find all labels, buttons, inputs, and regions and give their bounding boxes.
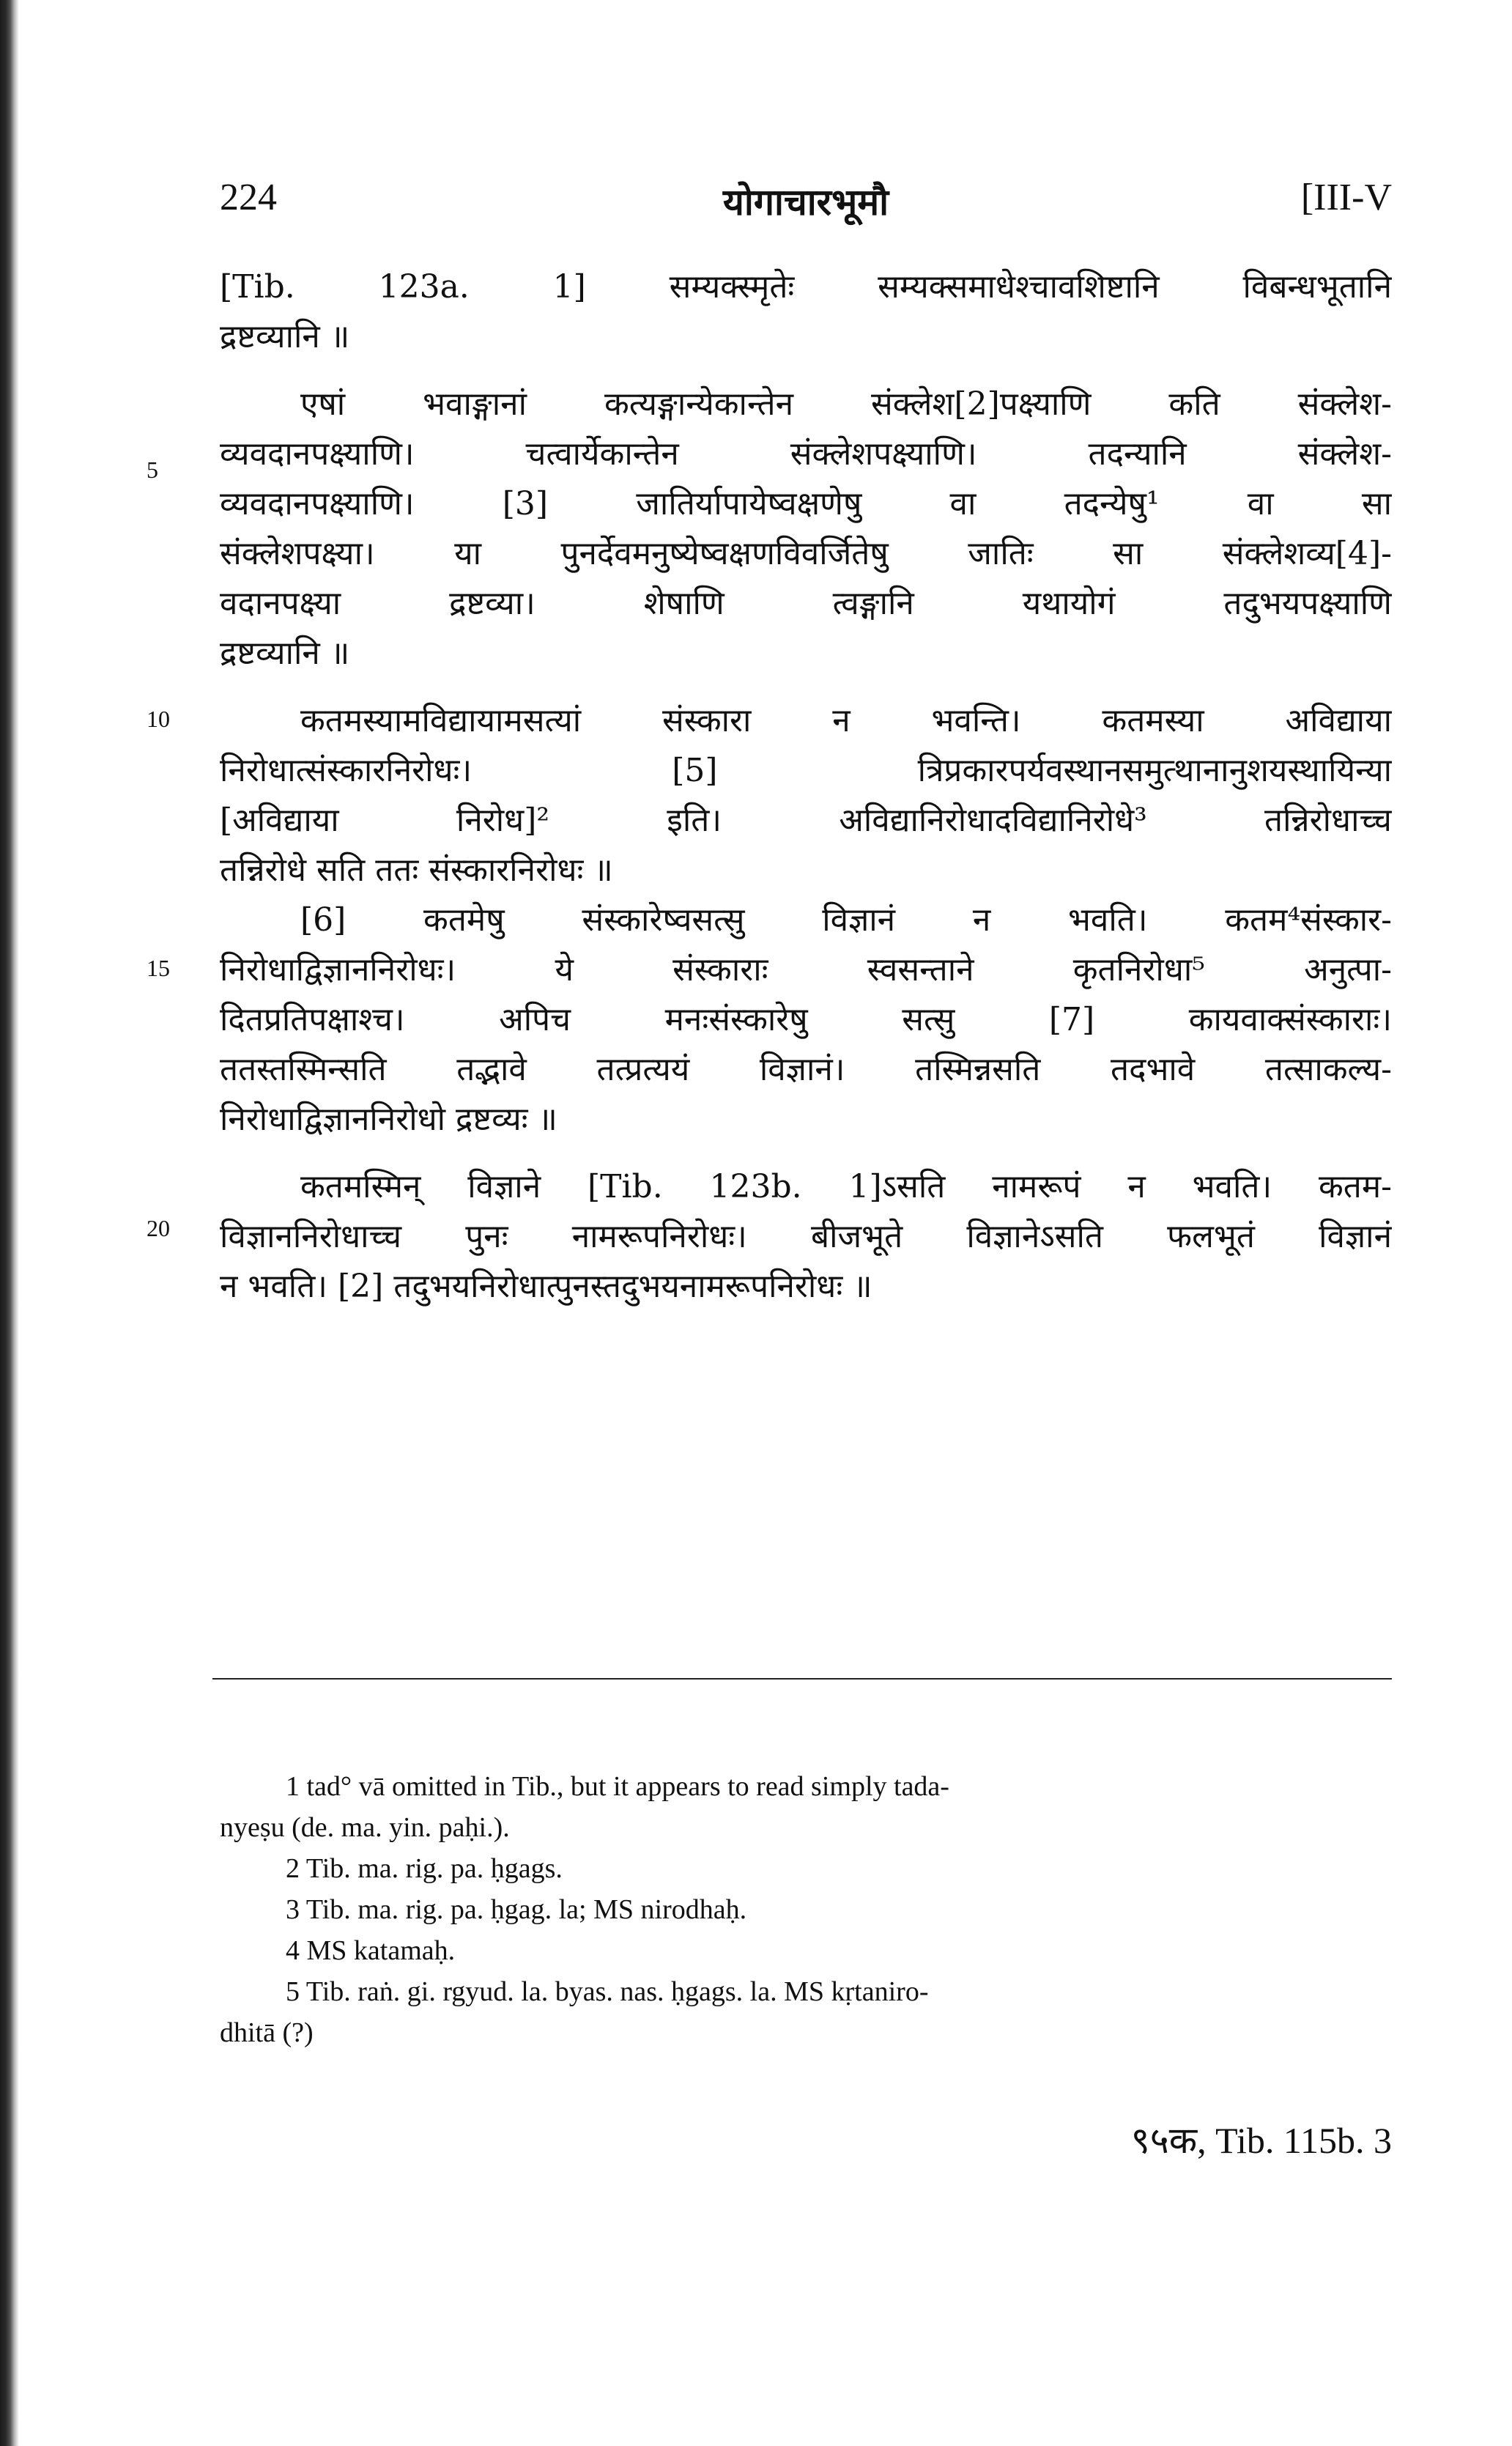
footnote: 1 tad° vā omitted in Tib., but it appears to read simply tada- bbox=[286, 1771, 949, 1802]
text-line: व्यवदानपक्ष्याणि। [3] जातिर्यापायेष्वक्षणेषु वा तदन्येषु¹ वा सा bbox=[220, 485, 1392, 522]
text-line: व्यवदानपक्ष्याणि। चत्वार्येकान्तेन संक्लेशपक्ष्याणि। तदन्यानि संक्लेश- bbox=[220, 435, 1392, 473]
text-line: [Tib. 123a. 1] सम्यक्स्मृतेः सम्यक्समाधेश्चावशिष्टानि विबन्धभूतानि bbox=[220, 268, 1392, 306]
line-number: 15 bbox=[147, 955, 170, 981]
footnote-continuation: dhitā (?) bbox=[220, 2017, 314, 2048]
text-line: दितप्रतिपक्षाश्च। अपिच मनःसंस्कारेषु सत्सु [7] कायवाक्संस्काराः। bbox=[220, 1001, 1392, 1038]
text-line: एषां भवाङ्गानां कत्यङ्गान्येकान्तेन संक्लेश[2]पक्ष्याणि कति संक्लेश- bbox=[300, 385, 1392, 423]
text-line: तन्निरोधे सति ततः संस्कारनिरोधः ॥ bbox=[220, 851, 613, 889]
footnote-separator bbox=[212, 1678, 1392, 1680]
paragraph-gap bbox=[220, 1145, 1392, 1162]
paragraph-gap bbox=[220, 679, 1392, 696]
text-line: संक्लेशपक्ष्या। या पुनर्देवमनुष्येष्वक्षणविवर्जितेषु जातिः सा संक्लेशव्य[4]- bbox=[220, 535, 1392, 572]
text-line: निरोधाद्विज्ञाननिरोधः। ये संस्काराः स्वसन्ताने कृतनिरोधा⁵ अनुत्पा- bbox=[220, 951, 1392, 989]
footnote: 3 Tib. ma. rig. pa. ḥgag. la; MS nirodhaḥ. bbox=[286, 1894, 747, 1925]
running-title: योगाचारभूमौ bbox=[722, 180, 889, 223]
page-number: 224 bbox=[220, 177, 277, 218]
line-number: 5 bbox=[147, 457, 158, 483]
text-line: ततस्तस्मिन्सति तद्भावे तत्प्रत्ययं विज्ञानं। तस्मिन्नसति तदभावे तत्साकल्य- bbox=[220, 1051, 1392, 1088]
manuscript-folio-reference: ९५क, Tib. 115b. 3 bbox=[1130, 2120, 1392, 2161]
page-header bbox=[220, 176, 1392, 234]
footnote-continuation: nyeṣu (de. ma. yin. paḥi.). bbox=[220, 1812, 510, 1843]
line-number: 20 bbox=[147, 1215, 170, 1241]
footnotes bbox=[220, 1766, 1392, 2053]
text-line: कतमस्यामविद्यायामसत्यां संस्कारा न भवन्ति। कतमस्या अविद्याया bbox=[300, 702, 1392, 739]
main-text bbox=[147, 262, 1392, 1312]
text-line: न भवति। [2] तदुभयनिरोधात्पुनस्तदुभयनामरूपनिरोधः ॥ bbox=[220, 1268, 872, 1305]
text-line: कतमस्मिन् विज्ञाने [Tib. 123b. 1]ऽसति नामरूपं न भवति। कतम- bbox=[300, 1168, 1392, 1205]
footnote: 4 MS katamaḥ. bbox=[286, 1935, 456, 1966]
section-reference: [III-V bbox=[1300, 177, 1392, 218]
footnote: 5 Tib. raṅ. gi. rgyud. la. byas. nas. ḥgags. la. MS kṛtaniro- bbox=[286, 1976, 929, 2007]
text-line: [अविद्याया निरोध]² इति। अविद्यानिरोधादविद्यानिरोधे³ तन्निरोधाच्च bbox=[220, 802, 1392, 839]
text-line: विज्ञाननिरोधाच्च पुनः नामरूपनिरोधः। बीजभूते विज्ञानेऽसति फलभूतं विज्ञानं bbox=[220, 1218, 1392, 1255]
footnote: 2 Tib. ma. rig. pa. ḥgags. bbox=[286, 1853, 563, 1884]
text-line: वदानपक्ष्या द्रष्टव्या। शेषाणि त्वङ्गानि यथायोगं तदुभयपक्ष्याणि bbox=[220, 585, 1392, 622]
text-line: द्रष्टव्यानि ॥ bbox=[220, 635, 350, 672]
text-line: निरोधाद्विज्ञाननिरोधो द्रष्टव्यः ॥ bbox=[220, 1101, 557, 1138]
text-line: [6] कतमेषु संस्कारेष्वसत्सु विज्ञानं न भवति। कतम⁴संस्कार- bbox=[300, 901, 1392, 939]
line-number: 10 bbox=[147, 706, 170, 732]
text-line: निरोधात्संस्कारनिरोधः। [5] त्रिप्रकारपर्यवस्थानसमुत्थानानुशयस्थायिन्या bbox=[220, 752, 1392, 789]
paragraph-gap bbox=[220, 362, 1392, 380]
text-line: द्रष्टव्यानि ॥ bbox=[220, 318, 350, 355]
